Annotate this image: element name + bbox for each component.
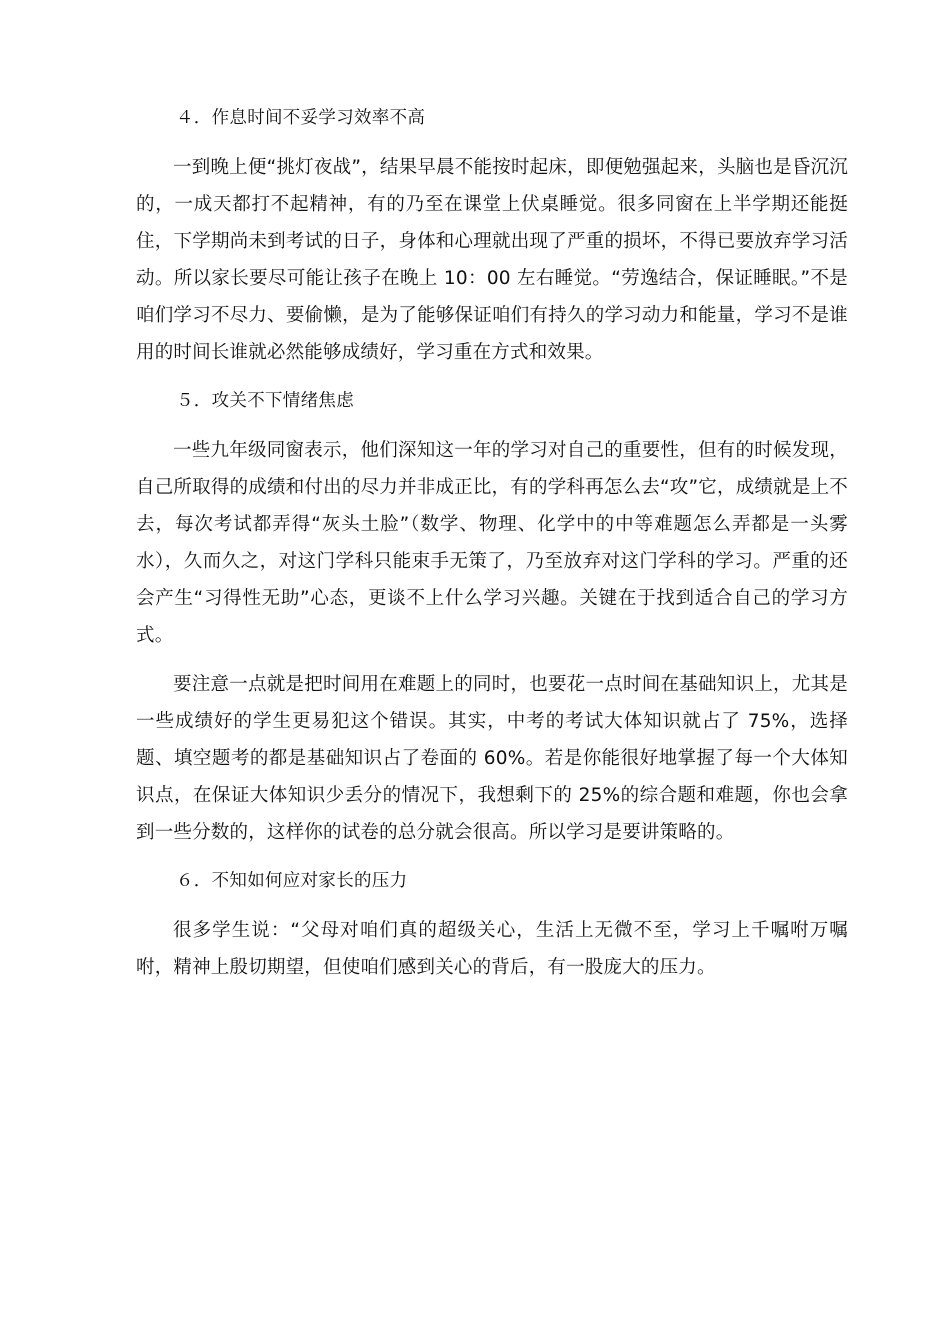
- section-heading-5: ５．攻关不下情绪焦虑: [176, 391, 354, 411]
- paragraph: 很多学生说：“父母对咱们真的超级关心，生活上无微不至，学习上千嘱咐万嘱咐，精神上殷切期望，但使咱们感到关心的背后，有一股庞大的压力。: [136, 920, 848, 978]
- paragraph: 要注意一点就是把时间用在难题上的同时，也要花一点时间在基础知识上，尤其是一些成绩好的学生更易犯这个错误。其实，中考的考试大体知识就占了 75%，选择题、填空题考的都是基础知识占了卷面的 60%。若是你能很好地掌握了每一个大体知识点，在保证大体知识少丢分的情况下，我想剩下的 25%的综合题和难题，你也会拿到一些分数的，这样你的试卷的总分就会很高。所以学习是要讲策略的。: [136, 674, 848, 843]
- section-heading-4: ４．作息时间不妥学习效率不高: [176, 108, 426, 128]
- paragraph: 一些九年级同窗表示，他们深知这一年的学习对自己的重要性，但有的时候发现，自己所取得的成绩和付出的尽力并非成正比，有的学科再怎么去“攻”它，成绩就是上不去，每次考试都弄得“灰头土脸”（数学、物理、化学中的中等难题怎么弄都是一头雾水），久而久之，对这门学科只能束手无策了，乃至放弃对这门学科的学习。严重的还会产生“习得性无助”心态，更谈不上什么学习兴趣。关键在于找到适合自己的学习方式。: [136, 440, 848, 646]
- document-body: [136, 100, 848, 998]
- paragraph: 一到晚上便“挑灯夜战”，结果早晨不能按时起床，即便勉强起来，头脑也是昏沉沉的，一成天都打不起精神，有的乃至在课堂上伏桌睡觉。很多同窗在上半学期还能挺住，下学期尚未到考试的日子，身体和心理就出现了严重的损坏，不得已要放弃学习活动。所以家长要尽可能让孩子在晚上 10：00 左右睡觉。“劳逸结合，保证睡眠。”不是咱们学习不尽力、要偷懒，是为了能够保证咱们有持久的学习动力和能量，学习不是谁用的时间长谁就必然能够成绩好，学习重在方式和效果。: [136, 157, 848, 363]
- section-heading-6: ６．不知如何应对家长的压力: [176, 871, 408, 891]
